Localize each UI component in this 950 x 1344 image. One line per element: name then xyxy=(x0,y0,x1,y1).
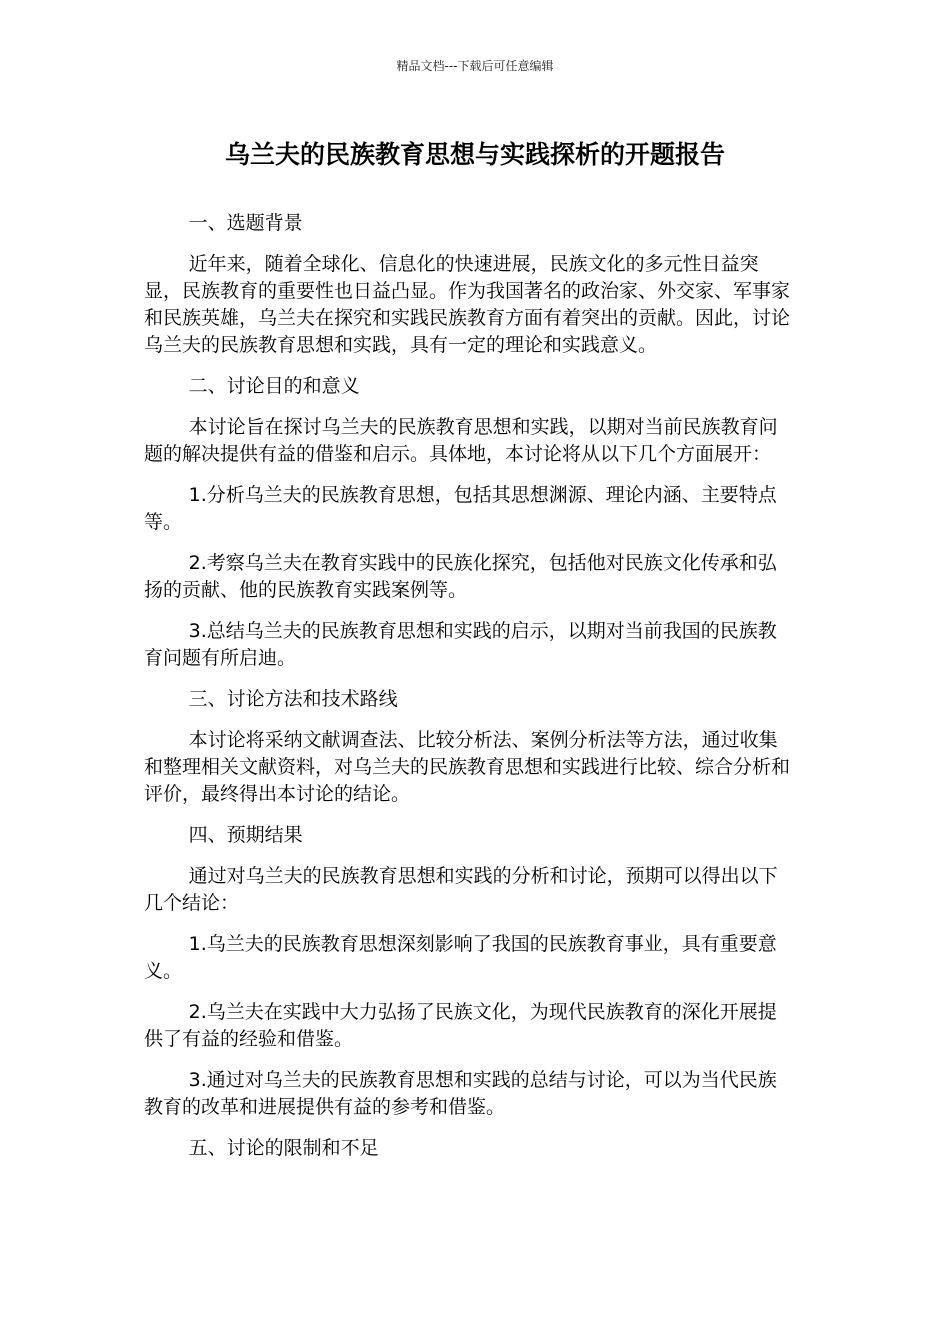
list-item-purpose-3: 3.总结乌兰夫的民族教育思想和实践的启示，以期对当前我国的民族教育问题有所启迪。 xyxy=(144,620,777,669)
paragraph-methods: 本讨论将采纳文献调查法、比较分析法、案例分析法等方法，通过收集和整理相关文献资料，对乌兰夫的民族教育思想和实践进行比较、综合分析和评价，最终得出本讨论的结论。 xyxy=(144,729,791,805)
list-item-results-1: 1.乌兰夫的民族教育思想深刻影响了我国的民族教育事业，具有重要意义。 xyxy=(144,933,777,982)
list-item-purpose-2: 2.考察乌兰夫在教育实践中的民族化探究，包括他对民族文化传承和弘扬的贡献、他的民族教育实践案例等。 xyxy=(144,552,777,601)
list-item-purpose-1: 1.分析乌兰夫的民族教育思想，包括其思想渊源、理论内涵、主要特点等。 xyxy=(144,484,777,533)
list-item-results-3: 3.通过对乌兰夫的民族教育思想和实践的总结与讨论，可以为当代民族教育的改革和进展提供有益的参考和借鉴。 xyxy=(144,1069,777,1118)
section-heading-background: 一、选题背景 xyxy=(188,212,303,234)
section-heading-purpose: 二、讨论目的和意义 xyxy=(188,375,360,397)
paragraph-expected-results: 通过对乌兰夫的民族教育思想和实践的分析和讨论，预期可以得出以下几个结论： xyxy=(144,865,778,914)
header-note: 精品文档---下载后可任意编辑 xyxy=(396,59,554,73)
paragraph-background: 近年来，随着全球化、信息化的快速进展，民族文化的多元性日益突显，民族教育的重要性也日益凸显。作为我国著名的政治家、外交家、军事家和民族英雄，乌兰夫在探究和实践民族教育方面有着突出的贡献。因此，讨论乌兰夫的民族教育思想和实践，具有一定的理论和实践意义。 xyxy=(144,253,791,356)
document-body xyxy=(144,210,794,1176)
list-item-results-2: 2.乌兰夫在实践中大力弘扬了民族文化，为现代民族教育的深化开展提供了有益的经验和借鉴。 xyxy=(144,1001,777,1050)
paragraph-purpose: 本讨论旨在探讨乌兰夫的民族教育思想和实践，以期对当前民族教育问题的解决提供有益的借鉴和启示。具体地，本讨论将从以下几个方面展开： xyxy=(144,416,778,465)
section-heading-expected-results: 四、预期结果 xyxy=(188,824,303,846)
section-heading-limitations: 五、讨论的限制和不足 xyxy=(188,1137,379,1159)
document-title: 乌兰夫的民族教育思想与实践探析的开题报告 xyxy=(224,140,725,169)
section-heading-methods: 三、讨论方法和技术路线 xyxy=(188,688,398,710)
